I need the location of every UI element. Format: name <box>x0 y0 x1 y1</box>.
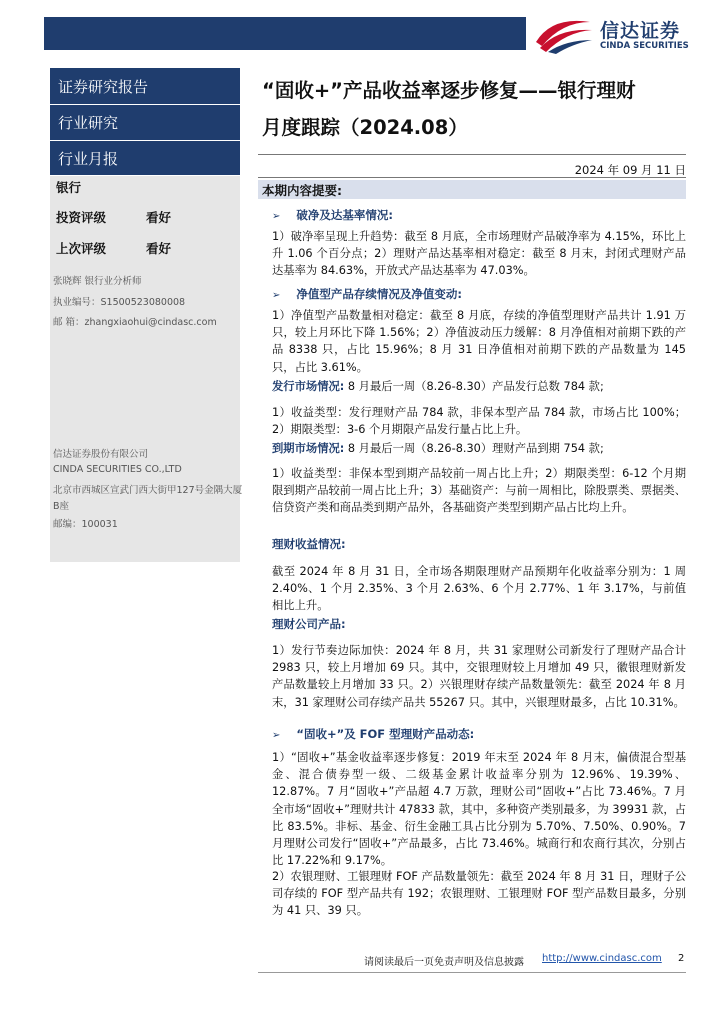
arrow-icon: ➢ <box>272 290 281 301</box>
company-box <box>50 444 243 562</box>
paragraph-issue-market: 1）收益类型：发行理财产品 784 款，非保本型产品 784 款，市场占比 100%；2）期限类型：3-6 个月期限产品发行量占比上升。 <box>272 406 686 437</box>
expire-market-label: 到期市场情况: <box>272 442 345 455</box>
expire-market-line <box>272 440 686 457</box>
arrow-icon: ➢ <box>272 730 281 741</box>
paragraph-nav-products: 1）净值型产品数量相对稳定：截至 8 月底，存续的净值型理财产品共计 1.91 万只，较上月环比下降 1.56%；2）净值波动压力缓解：8 月净值相对前期下跌的产品 8338 只，占比 15.96%；8 月 31 日净值相对前期下跌的产品数量为 145 只，占比 3.61%。 <box>272 309 686 374</box>
prev-rating-label: 上次评级 <box>56 241 107 256</box>
prev-rating-value: 看好 <box>146 241 172 256</box>
paragraph-fof-1: 1）“固收+”基金收益率逐步修复：2019 年末至 2024 年 8 月末，偏债混合型基金、混合债券型一级、二级基金累计收益率分别为 12.96%、19.39%、12.87%。7 月“固收+”产品超 4.7 万款，理财公司“固收+”占比 73.46%。7 月全市场“固收+”理财共计 47833 款，其中，多种资产类别最多，为 39931 款，占比 83.5%。非标、基金、衍生金融工具占比分别为 5.70%、7.50%、0.90%。7 月理财公司发行“固收+”产品最多，占比 73.46%。城商行和农商行其次，分别占比 17.22%和 9.17%。 <box>272 751 686 868</box>
section-heading-text: 净值型产品存续情况及净值变动: <box>296 287 462 301</box>
company-address-2: B座 <box>53 501 70 512</box>
title-divider <box>258 154 686 155</box>
company-postcode: 邮编：100031 <box>53 519 118 530</box>
section-heading-breaking-net <box>272 207 393 223</box>
yield-heading: 理财收益情况: <box>272 537 346 551</box>
report-type-label: 证券研究报告 <box>50 68 240 104</box>
paragraph-breaking-net: 1）破净率呈现上升趋势：截至 8 月底，全市场理财产品破净率为 4.15%，环比上升 1.06 个百分点；2）理财产品达基率相对稳定：截至 8 月末，封闭式理财产品达基率为 84.63%，开放式产品达基率为 47.03%。 <box>272 230 686 278</box>
brand-name-en: CINDA SECURITIES <box>600 41 689 51</box>
brand-logo <box>532 12 707 58</box>
company-name-en: CINDA SECURITIES CO.,LTD <box>53 464 182 475</box>
issue-market-line <box>272 378 686 395</box>
page-number: 2 <box>678 953 685 964</box>
report-title <box>262 72 702 146</box>
company-address-1: 北京市西城区宣武门西大街甲127号金隅大厦 <box>53 485 243 496</box>
paragraph-company: 1）发行节奏边际加快：2024 年 8 月，共 31 家理财公司新发行了理财产品合计 2983 只，较上月增加 69 只。其中，交银理财较上月增加 49 只，徽银理财新发产品数量较上月增加 33 只。2）兴银理财存续产品数量领先：截至 2024 年 8 月末，31 家理财公司存续产品共 55267 只。其中，兴银理财最多，占比 10.31%。 <box>272 644 686 709</box>
company-name-cn: 信达证券股份有限公司 <box>53 449 149 460</box>
analyst-name: 张晓辉 银行业分析师 <box>53 276 142 287</box>
section-heading-text: “固收+”及 FOF 型理财产品动态: <box>296 727 475 741</box>
title-line-2: 月度跟踪（2024.08） <box>262 116 468 139</box>
sidebar <box>50 68 243 562</box>
expire-market-text: 8 月最后一周（8.26-8.30）理财产品到期 754 款; <box>344 442 604 455</box>
rating-value: 看好 <box>146 210 172 225</box>
company-heading: 理财公司产品: <box>272 617 346 631</box>
brand-name-cn: 信达证券 <box>600 20 681 42</box>
section-heading-nav-products <box>272 286 462 302</box>
header-bar <box>44 17 526 50</box>
arrow-icon: ➢ <box>272 211 281 222</box>
paragraph-expire-market: 1）收益类型：非保本型到期产品较前一周占比上升；2）期限类型：6-12 个月期限到期产品较前一周占比上升；3）基础资产：与前一周相比，除股票类、票据类、信贷资产类和商品类到期产品外，各基础资产类型到期产品占比均上升。 <box>272 467 686 515</box>
summary-title: 本期内容提要: <box>262 183 342 198</box>
analyst-license: 执业编号：S1500523080008 <box>53 297 186 308</box>
report-cycle-label: 行业月报 <box>50 141 240 175</box>
analyst-email: 邮 箱：zhangxiaohui@cindasc.com <box>53 317 217 328</box>
rating-label: 投资评级 <box>56 210 107 225</box>
footer-disclaimer: 请阅读最后一页免责声明及信息披露 <box>364 957 524 968</box>
section-heading-text: 破净及达基率情况: <box>296 208 393 222</box>
paragraph-fof-2: 2）农银理财、工银理财 FOF 产品数量领先：截至 2024 年 8 月 31 日，理财子公司存续的 FOF 型产品共有 192；农银理财、工银理财 FOF 型产品数目最多，分别为 41 只、39 只。 <box>272 870 686 918</box>
research-type-label: 行业研究 <box>50 105 240 140</box>
industry-label: 银行 <box>56 180 82 195</box>
issue-market-text: 8 月最后一周（8.26-8.30）产品发行总数 784 款; <box>344 380 604 393</box>
footer-url-link[interactable]: http://www.cindasc.com <box>542 953 662 964</box>
sidebar-spacer <box>50 340 240 444</box>
summary-header <box>258 180 686 199</box>
section-heading-fof <box>272 726 474 742</box>
paragraph-yield: 截至 2024 年 8 月 31 日，全市场各期限理财产品预期年化收益率分别为：1 周 2.40%、1 个月 2.35%、3 个月 2.63%、6 个月 2.77%、1 年 3.17%，与前值相比上升。 <box>272 565 686 613</box>
footer-divider <box>258 972 686 973</box>
report-date: 2024 年 09 月 11 日 <box>574 163 686 177</box>
date-divider <box>258 177 686 178</box>
cinda-logo-icon <box>532 14 594 54</box>
title-line-1: “固收+”产品收益率逐步修复——银行理财 <box>262 79 636 102</box>
issue-market-label: 发行市场情况: <box>272 380 345 393</box>
